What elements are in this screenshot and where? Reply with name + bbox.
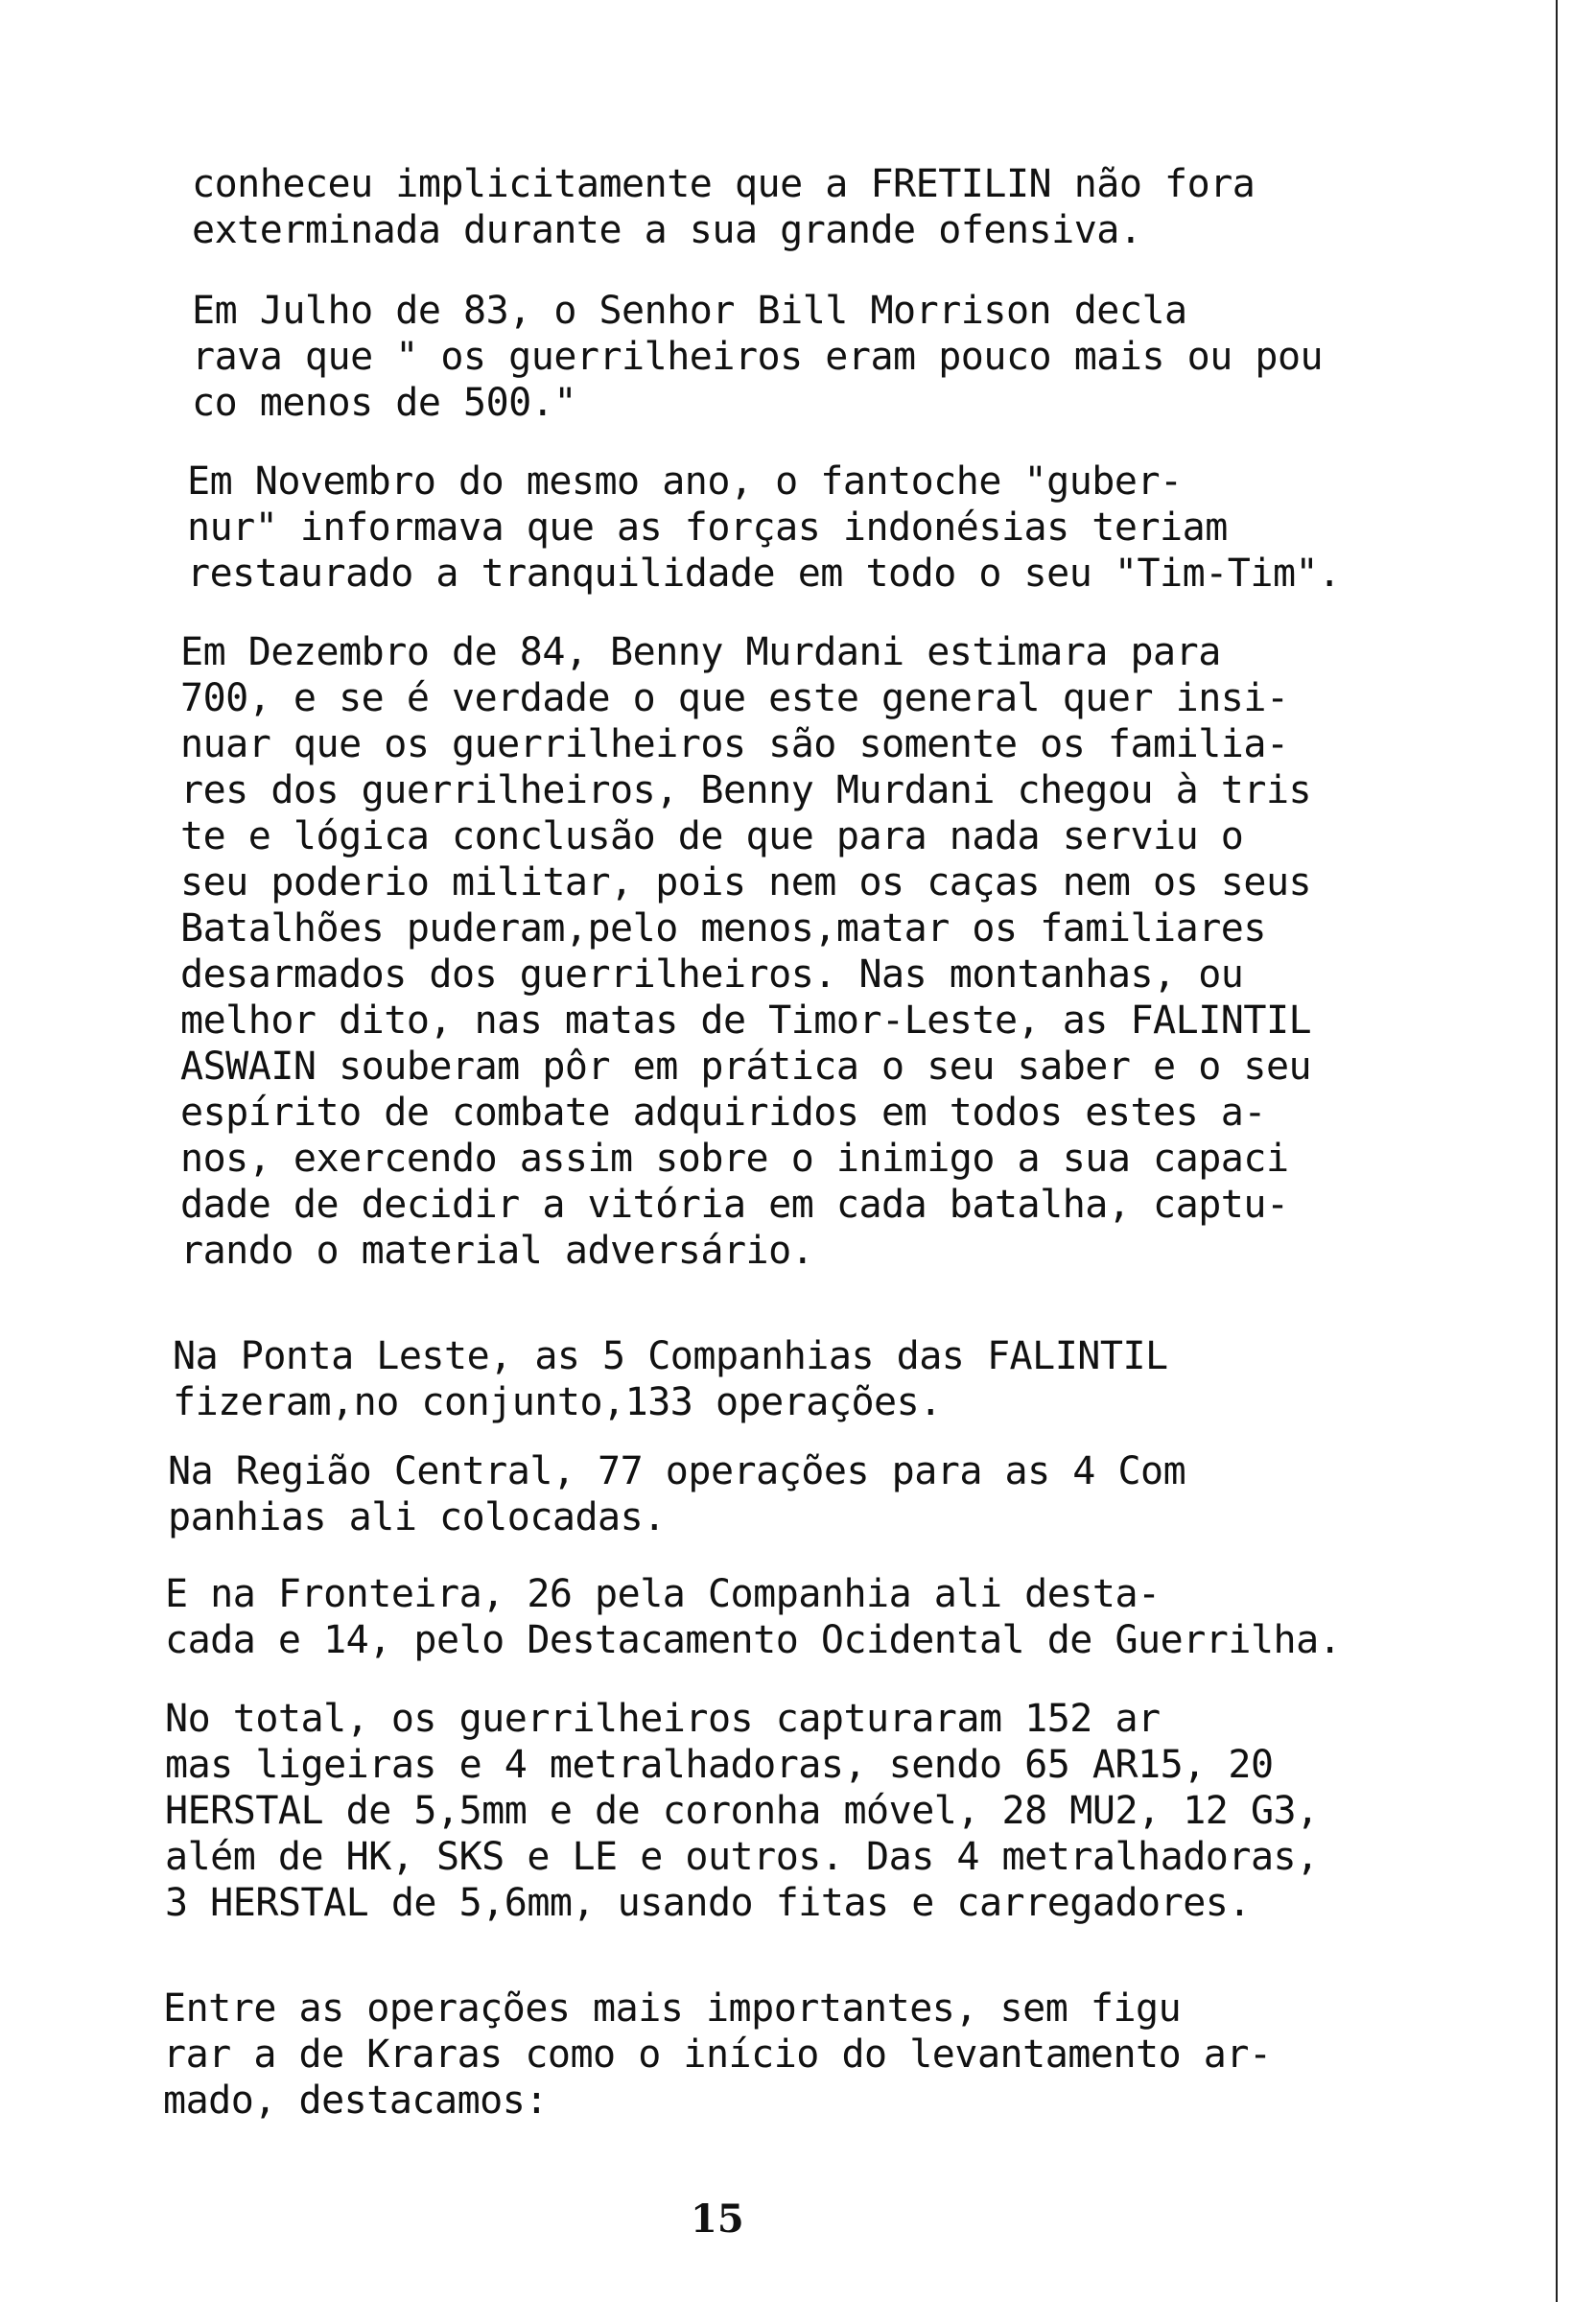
page-number: 15 — [691, 2196, 744, 2242]
paragraph-1: conheceu implicitamente que a FRETILIN não fora exterminada durante a sua grande ofensiva. — [192, 162, 1256, 252]
paragraph-4: Em Dezembro de 84, Benny Murdani estimara para 700, e se é verdade o que este general quer insi- nuar que os guerrilheiros são somente os familia- res dos guerrilheiros, Benny Murdani chegou à tris te e lógica conclusão de que para nada serviu o seu poderio militar, pois nem os caças nem os seus Batalhões puderam,pelo menos,matar os familiares desarmados dos guerrilheiros. Nas montanhas, ou melhor dito, nas matas de Timor-Leste, as FALINTIL ASWAIN souberam pôr em prática o seu saber e o seu espírito de combate adquiridos em todos estes a- nos, exercendo assim sobre o inimigo a sua capaci dade de decidir a vitória em cada batalha, captu- rando o material adversário. — [180, 630, 1312, 1273]
paragraph-6: Na Região Central, 77 operações para as 4 Com panhias ali colocadas. — [168, 1449, 1186, 1539]
page-edge-line — [1556, 0, 1558, 2302]
paragraph-9: Entre as operações mais importantes, sem figu rar a de Kraras como o início do levantamento ar- mado, destacamos: — [163, 1986, 1272, 2123]
paragraph-7: E na Fronteira, 26 pela Companhia ali desta- cada e 14, pelo Destacamento Ocidental de Guerrilha. — [165, 1572, 1342, 1662]
paragraph-8: No total, os guerrilheiros capturaram 152 ar mas ligeiras e 4 metralhadoras, sendo 65 AR15, 20 HERSTAL de 5,5mm e de coronha móvel, 28 MU2, 12 G3, além de HK, SKS e LE e outros. Das 4 metralhadoras, 3 HERSTAL de 5,6mm, usando fitas e carregadores. — [165, 1697, 1319, 1925]
paragraph-5: Na Ponta Leste, as 5 Companhias das FALINTIL fizeram,no conjunto,133 operações. — [173, 1334, 1168, 1424]
paragraph-2: Em Julho de 83, o Senhor Bill Morrison decla rava que " os guerrilheiros eram pouco mais ou pou co menos de 500." — [192, 289, 1324, 425]
paragraph-3: Em Novembro do mesmo ano, o fantoche "guber- nur" informava que as forças indonésias teriam restaurado a tranquilidade em todo o seu "Tim-Tim". — [187, 459, 1341, 596]
